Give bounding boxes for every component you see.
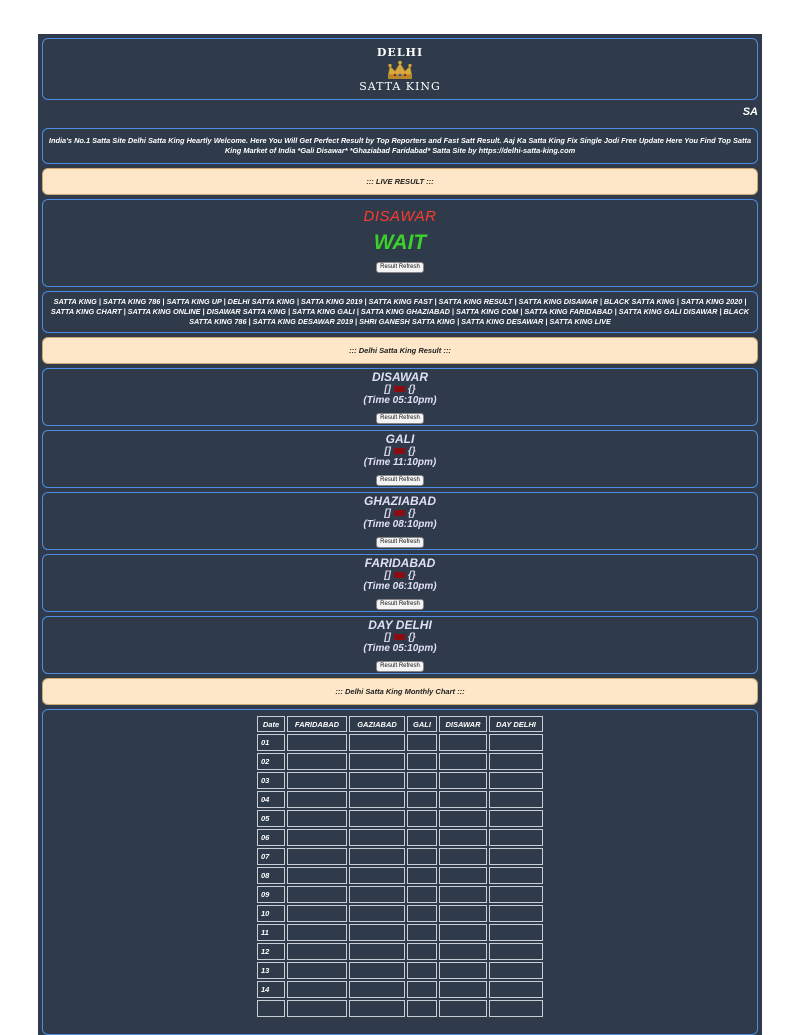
table-row bbox=[257, 905, 543, 922]
chart-date-cell: 13 bbox=[257, 962, 285, 979]
chart-date-cell: 07 bbox=[257, 848, 285, 865]
chart-value-cell bbox=[489, 1000, 543, 1017]
result-left: [] bbox=[384, 570, 391, 581]
chart-date-cell: 14 bbox=[257, 981, 285, 998]
chart-value-cell bbox=[407, 867, 437, 884]
chart-date-cell: 11 bbox=[257, 924, 285, 941]
chart-value-cell bbox=[407, 772, 437, 789]
logo-title-top: DELHI bbox=[376, 46, 424, 59]
chart-value-cell bbox=[407, 962, 437, 979]
chart-date-cell: 06 bbox=[257, 829, 285, 846]
chart-body bbox=[257, 734, 543, 1017]
chart-value-cell bbox=[439, 753, 487, 770]
chart-value-cell bbox=[349, 829, 405, 846]
chart-value-cell bbox=[439, 905, 487, 922]
game-name: DISAWAR bbox=[371, 370, 428, 384]
result-right: {} bbox=[407, 446, 416, 457]
chart-value-cell bbox=[287, 886, 347, 903]
chart-value-cell bbox=[287, 753, 347, 770]
chart-date-cell: 03 bbox=[257, 772, 285, 789]
result-card-day-delhi bbox=[42, 616, 758, 674]
chart-value-cell bbox=[489, 848, 543, 865]
chart-value-cell bbox=[349, 943, 405, 960]
game-name: FARIDABAD bbox=[364, 556, 436, 570]
chart-value-cell bbox=[287, 962, 347, 979]
result-card-faridabad bbox=[42, 554, 758, 612]
chart-value-cell bbox=[439, 981, 487, 998]
live-refresh-button[interactable]: Result Refresh bbox=[376, 262, 424, 273]
table-row bbox=[257, 848, 543, 865]
result-left: [] bbox=[384, 508, 391, 519]
chart-date-cell: 04 bbox=[257, 791, 285, 808]
chart-value-cell bbox=[439, 886, 487, 903]
game-name: DAY DELHI bbox=[368, 618, 432, 632]
monthly-chart-panel bbox=[42, 709, 758, 1035]
chart-value-cell bbox=[489, 962, 543, 979]
result-marker bbox=[394, 448, 405, 454]
table-row bbox=[257, 867, 543, 884]
result-right: {} bbox=[407, 508, 416, 519]
result-card-gali bbox=[42, 430, 758, 488]
chart-value-cell bbox=[287, 867, 347, 884]
chart-value-cell bbox=[439, 924, 487, 941]
chart-value-cell bbox=[407, 981, 437, 998]
game-result bbox=[43, 632, 757, 643]
game-time: (Time 06:10pm) bbox=[363, 581, 437, 592]
chart-value-cell bbox=[287, 981, 347, 998]
chart-value-cell bbox=[349, 886, 405, 903]
result-left: [] bbox=[384, 632, 391, 643]
result-right: {} bbox=[407, 632, 416, 643]
chart-value-cell bbox=[489, 886, 543, 903]
chart-value-cell bbox=[407, 886, 437, 903]
result-right: {} bbox=[407, 384, 416, 395]
live-result-panel bbox=[42, 199, 758, 287]
chart-value-cell bbox=[349, 810, 405, 827]
refresh-button[interactable]: Result Refresh bbox=[376, 661, 424, 672]
chart-value-cell bbox=[407, 905, 437, 922]
result-marker bbox=[394, 634, 405, 640]
chart-value-cell bbox=[287, 829, 347, 846]
table-row bbox=[257, 772, 543, 789]
table-row bbox=[257, 886, 543, 903]
table-row bbox=[257, 791, 543, 808]
live-status: WAIT bbox=[373, 231, 427, 254]
chart-date-cell: 05 bbox=[257, 810, 285, 827]
chart-value-cell bbox=[439, 867, 487, 884]
game-time: (Time 08:10pm) bbox=[363, 519, 437, 530]
game-result bbox=[43, 508, 757, 519]
chart-date-cell: 08 bbox=[257, 867, 285, 884]
table-row bbox=[257, 943, 543, 960]
live-result-heading: ::: LIVE RESULT ::: bbox=[42, 168, 758, 195]
chart-date-cell: 10 bbox=[257, 905, 285, 922]
chart-value-cell bbox=[407, 943, 437, 960]
game-time: (Time 11:10pm) bbox=[363, 457, 437, 468]
column-header-day-delhi: DAY DELHI bbox=[489, 716, 543, 732]
monthly-chart-table bbox=[255, 714, 545, 1019]
chart-date-cell: 02 bbox=[257, 753, 285, 770]
logo-title-bottom: SATTA KING bbox=[359, 80, 441, 93]
chart-value-cell bbox=[489, 981, 543, 998]
chart-value-cell bbox=[349, 848, 405, 865]
chart-value-cell bbox=[407, 753, 437, 770]
chart-value-cell bbox=[489, 943, 543, 960]
table-row bbox=[257, 829, 543, 846]
chart-value-cell bbox=[349, 734, 405, 751]
chart-value-cell bbox=[349, 924, 405, 941]
chart-value-cell bbox=[287, 791, 347, 808]
table-row bbox=[257, 1000, 543, 1017]
chart-value-cell bbox=[439, 1000, 487, 1017]
chart-header-row bbox=[257, 716, 543, 732]
column-header-faridabad: FARIDABAD bbox=[287, 716, 347, 732]
result-card-disawar bbox=[42, 368, 758, 426]
table-row bbox=[257, 962, 543, 979]
chart-value-cell bbox=[349, 981, 405, 998]
live-game-name: DISAWAR bbox=[363, 208, 437, 225]
intro-text: India's No.1 Satta Site Delhi Satta King Heartly Welcome. Here You Will Get Perfect Result by Top Reporters and Fast Satt Result. Aaj Ka Satta King Fix Single Jodi Free Update Here You Find Top Satta King Market of India *Gali Disawar* *Ghaziabad Faridabad* Satta Site by https://delhi-satta-king.com bbox=[42, 128, 758, 164]
game-time: (Time 05:10pm) bbox=[363, 395, 437, 406]
result-marker bbox=[394, 572, 405, 578]
column-header-gali: GALI bbox=[407, 716, 437, 732]
chart-value-cell bbox=[349, 905, 405, 922]
column-header-date: Date bbox=[257, 716, 285, 732]
result-left: [] bbox=[384, 384, 391, 395]
table-row bbox=[257, 924, 543, 941]
chart-value-cell bbox=[439, 962, 487, 979]
chart-value-cell bbox=[287, 772, 347, 789]
chart-date-cell: 12 bbox=[257, 943, 285, 960]
scrolling-marquee: SA bbox=[742, 106, 758, 118]
column-header-gaziabad: GAZIABAD bbox=[349, 716, 405, 732]
chart-value-cell bbox=[287, 1000, 347, 1017]
site-logo[interactable] bbox=[42, 38, 758, 100]
result-right: {} bbox=[407, 570, 416, 581]
chart-value-cell bbox=[407, 734, 437, 751]
chart-value-cell bbox=[287, 848, 347, 865]
result-card-ghaziabad bbox=[42, 492, 758, 550]
monthly-chart-heading: ::: Delhi Satta King Monthly Chart ::: bbox=[42, 678, 758, 705]
table-row bbox=[257, 753, 543, 770]
chart-value-cell bbox=[439, 943, 487, 960]
chart-value-cell bbox=[407, 924, 437, 941]
refresh-button[interactable]: Result Refresh bbox=[376, 413, 424, 424]
refresh-button[interactable]: Result Refresh bbox=[376, 475, 424, 486]
game-result bbox=[43, 446, 757, 457]
game-name: GALI bbox=[385, 432, 415, 446]
chart-value-cell bbox=[287, 943, 347, 960]
chart-date-cell: 09 bbox=[257, 886, 285, 903]
chart-value-cell bbox=[489, 734, 543, 751]
chart-value-cell bbox=[349, 791, 405, 808]
game-result bbox=[43, 384, 757, 395]
chart-value-cell bbox=[489, 772, 543, 789]
result-heading: ::: Delhi Satta King Result ::: bbox=[42, 337, 758, 364]
chart-value-cell bbox=[439, 734, 487, 751]
chart-value-cell bbox=[439, 810, 487, 827]
refresh-button[interactable]: Result Refresh bbox=[376, 537, 424, 548]
page-container bbox=[38, 34, 762, 1035]
chart-value-cell bbox=[489, 867, 543, 884]
chart-value-cell bbox=[489, 791, 543, 808]
chart-value-cell bbox=[407, 829, 437, 846]
chart-value-cell bbox=[349, 1000, 405, 1017]
chart-value-cell bbox=[349, 962, 405, 979]
chart-value-cell bbox=[489, 810, 543, 827]
result-left: [] bbox=[384, 446, 391, 457]
game-name: GHAZIABAD bbox=[364, 494, 436, 508]
chart-value-cell bbox=[407, 848, 437, 865]
table-row bbox=[257, 981, 543, 998]
chart-value-cell bbox=[407, 1000, 437, 1017]
chart-value-cell bbox=[407, 791, 437, 808]
chart-value-cell bbox=[407, 810, 437, 827]
chart-date-cell bbox=[257, 1000, 285, 1017]
result-marker bbox=[394, 510, 405, 516]
chart-value-cell bbox=[489, 905, 543, 922]
crown-icon bbox=[385, 60, 415, 80]
chart-value-cell bbox=[287, 734, 347, 751]
chart-value-cell bbox=[439, 848, 487, 865]
chart-date-cell: 01 bbox=[257, 734, 285, 751]
chart-value-cell bbox=[439, 791, 487, 808]
chart-value-cell bbox=[349, 867, 405, 884]
chart-value-cell bbox=[287, 924, 347, 941]
refresh-button[interactable]: Result Refresh bbox=[376, 599, 424, 610]
chart-value-cell bbox=[287, 905, 347, 922]
chart-value-cell bbox=[349, 753, 405, 770]
game-time: (Time 05:10pm) bbox=[363, 643, 437, 654]
keyword-links: SATTA KING | SATTA KING 786 | SATTA KING UP | DELHI SATTA KING | SATTA KING 2019 | SATTA KING FAST | SATTA KING RESULT | SATTA KING DISAWAR | BLACK SATTA KING | SATTA KING 2020 | SATTA KING CHART | SATTA KING ONLINE | DISAWAR SATTA KING | SATTA KING GALI | SATTA KING GHAZIABAD | SATTA KING COM | SATTA KING FARIDABAD | SATTA KING GALI DISAWAR | BLACK SATTA KING 786 | SATTA KING DESAWAR 2019 | SHRI GANESH SATTA KING | SATTA KING DESAWAR | SATTA KING LIVE bbox=[42, 291, 758, 333]
game-result bbox=[43, 570, 757, 581]
chart-value-cell bbox=[439, 772, 487, 789]
chart-value-cell bbox=[287, 810, 347, 827]
result-marker bbox=[394, 386, 405, 392]
chart-value-cell bbox=[489, 753, 543, 770]
chart-value-cell bbox=[489, 924, 543, 941]
table-row bbox=[257, 810, 543, 827]
column-header-disawar: DISAWAR bbox=[439, 716, 487, 732]
chart-value-cell bbox=[489, 829, 543, 846]
chart-value-cell bbox=[439, 829, 487, 846]
chart-value-cell bbox=[349, 772, 405, 789]
table-row bbox=[257, 734, 543, 751]
